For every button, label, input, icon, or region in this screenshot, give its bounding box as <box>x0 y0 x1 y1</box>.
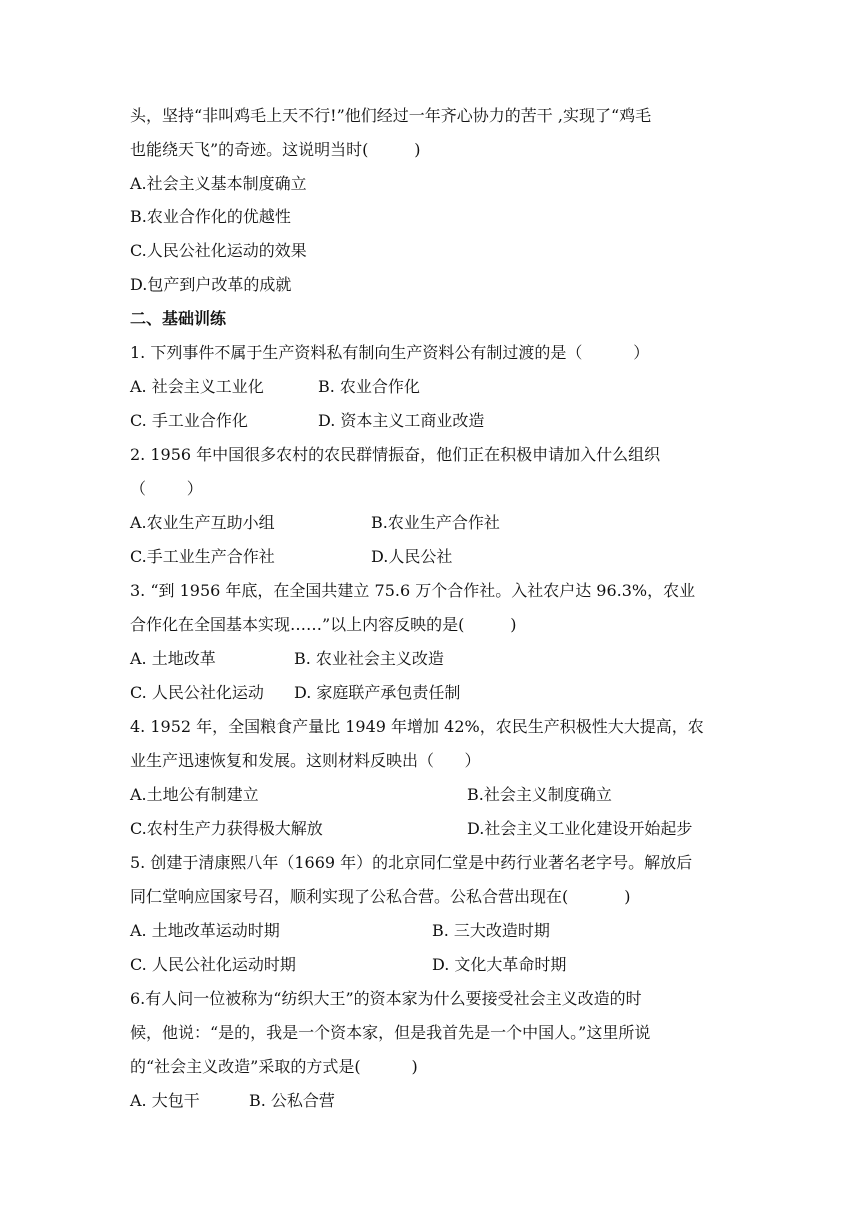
q3-stem-2: 合作化在全国基本实现……”以上内容反映的是( ) <box>130 615 517 634</box>
q1-stem: 1. 下列事件不属于生产资料私有制向生产资料公有制过渡的是（ ） <box>130 343 650 362</box>
q5-option-a: A. 土地改革运动时期 <box>130 921 280 940</box>
intro-option-b: B.农业合作化的优越性 <box>130 207 291 226</box>
q4-option-b: B.社会主义制度确立 <box>467 785 612 804</box>
q5-option-c: C. 人民公社化运动时期 <box>130 955 296 974</box>
q6-stem-3: 的“社会主义改造”采取的方式是( ) <box>130 1057 418 1076</box>
q1-option-b: B. 农业合作化 <box>318 377 420 396</box>
q5-option-b: B. 三大改造时期 <box>432 921 550 940</box>
q6-option-b: B. 公私合营 <box>249 1091 335 1110</box>
q2-option-d: D.人民公社 <box>371 547 453 566</box>
intro-option-d: D.包产到户改革的成就 <box>130 275 292 294</box>
q1-option-a: A. 社会主义工业化 <box>130 377 264 396</box>
q4-option-d: D.社会主义工业化建设开始起步 <box>467 819 693 838</box>
q2-option-c: C.手工业生产合作社 <box>130 547 275 566</box>
section-title: 二、基础训练 <box>130 309 227 328</box>
q2-option-a: A.农业生产互助小组 <box>130 513 275 532</box>
q1-option-d: D. 资本主义工商业改造 <box>318 411 485 430</box>
q3-option-a: A. 土地改革 <box>130 649 216 668</box>
q1-option-c: C. 手工业合作化 <box>130 411 248 430</box>
intro-option-c: C.人民公社化运动的效果 <box>130 241 307 260</box>
q5-option-d: D. 文化大革命时期 <box>432 955 567 974</box>
q3-option-c: C. 人民公社化运动 <box>130 683 264 702</box>
q3-stem-1: 3. “到 1956 年底，在全国共建立 75.6 万个合作社。入社农户达 96.3%，农业 <box>130 581 696 600</box>
q6-option-a: A. 大包干 <box>130 1091 200 1110</box>
intro-option-a: A.社会主义基本制度确立 <box>130 174 307 193</box>
q4-option-a: A.土地公有制建立 <box>130 785 259 804</box>
q4-stem-2: 业生产迅速恢复和发展。这则材料反映出（ ） <box>130 751 481 770</box>
q4-stem-1: 4. 1952 年，全国粮食产量比 1949 年增加 42%，农民生产积极性大大提高，农 <box>130 717 704 736</box>
q2-stem-2: （ ） <box>130 479 203 498</box>
q4-option-c: C.农村生产力获得极大解放 <box>130 819 323 838</box>
q3-option-d: D. 家庭联产承包责任制 <box>294 683 461 702</box>
q3-option-b: B. 农业社会主义改造 <box>294 649 444 668</box>
intro-line-2: 也能绕天飞”的奇迹。这说明当时( ) <box>130 140 421 159</box>
q5-stem-2: 同仁堂响应国家号召，顺利实现了公私合营。公私合营出现在( ) <box>130 887 631 906</box>
q6-stem-1: 6.有人问一位被称为“纺织大王”的资本家为什么要接受社会主义改造的时 <box>130 989 642 1008</box>
q5-stem-1: 5. 创建于清康熙八年（1669 年）的北京同仁堂是中药行业著名老字号。解放后 <box>130 853 693 872</box>
q2-stem-1: 2. 1956 年中国很多农村的农民群情振奋，他们正在积极申请加入什么组织 <box>130 445 661 464</box>
q6-stem-2: 候，他说：“是的，我是一个资本家，但是我首先是一个中国人。”这里所说 <box>130 1023 651 1042</box>
q2-option-b: B.农业生产合作社 <box>371 513 500 532</box>
intro-line-1: 头，坚持“非叫鸡毛上天不行!”他们经过一年齐心协力的苦干 ,实现了“鸡毛 <box>130 106 652 125</box>
